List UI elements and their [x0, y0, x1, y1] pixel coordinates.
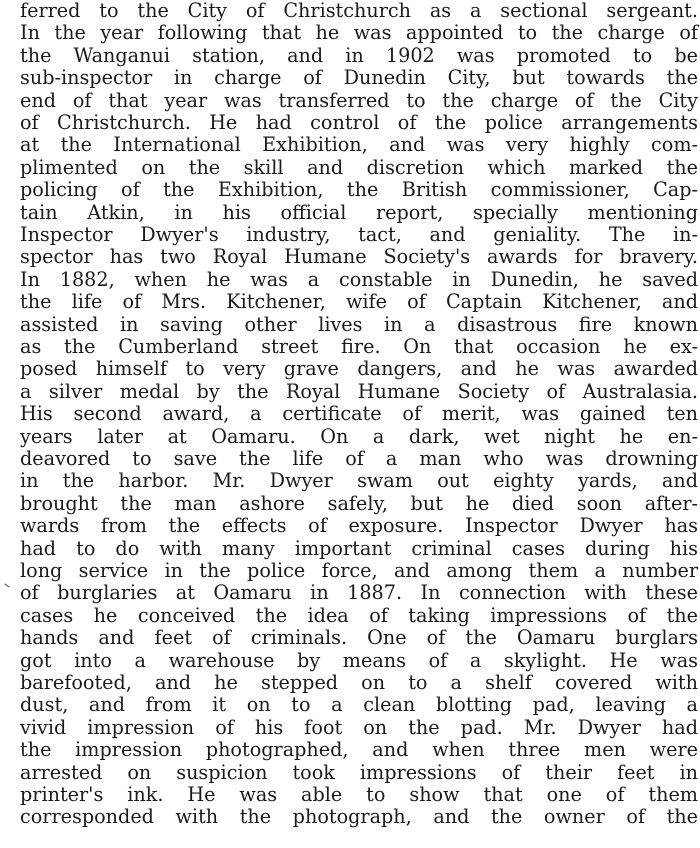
text-line: Inspector Dwyer's industry, tact, and geniality. The in- [20, 223, 698, 246]
text-line: a silver medal by the Royal Humane Society of Australasia. [20, 379, 698, 403]
stray-print-mark [4, 583, 9, 587]
text-line: had to do with many important criminal cases during his [20, 536, 698, 560]
text-line: wards from the effects of exposure. Inspector Dwyer has [20, 514, 698, 538]
text-line: vivid impression of his foot on the pad. Mr. Dwyer had [20, 715, 698, 739]
text-line: the impression photographed, and when three men were [20, 738, 698, 762]
document-page [20, 0, 698, 848]
text-line: In the year following that he was appointed to the charge of [20, 21, 698, 45]
text-line: ferred to the City of Christchurch as a sectional sergeant. [20, 0, 698, 22]
text-line: tain Atkin, in his official report, specially mentioning [20, 200, 698, 224]
text-line: barefooted, and he stepped on to a shelf covered with [20, 671, 698, 694]
text-line: arrested on suspicion took impressions of their feet in [20, 760, 698, 784]
text-line: policing of the Exhibition, the British commissioner, Cap- [20, 178, 698, 202]
text-line: of burglaries at Oamaru in 1887. In connection with these [20, 581, 698, 605]
text-line: the Wanganui station, and in 1902 was promoted to be [20, 43, 698, 67]
text-line: got into a warehouse by means of a skylight. He was [20, 648, 698, 672]
text-line: plimented on the skill and discretion which marked the [20, 155, 698, 179]
text-line: printer's ink. He was able to show that one of them [20, 783, 698, 806]
text-line: in the harbor. Mr. Dwyer swam out eighty yards, and [20, 469, 698, 493]
text-line: of Christchurch. He had control of the police arrangements [20, 111, 698, 134]
text-line: sub-inspector in charge of Dunedin City, but towards the [20, 66, 698, 90]
text-line: years later at Oamaru. On a dark, wet night he en- [20, 424, 698, 448]
text-line: brought the man ashore safely, but he died soon after- [20, 491, 698, 515]
text-line: In 1882, when he was a constable in Dunedin, he saved [20, 267, 698, 291]
text-line: dust, and from it on to a clean blotting pad, leaving a [20, 693, 698, 717]
text-line: corresponded with the photograph, and the owner of the [20, 805, 698, 829]
text-line: hands and feet of criminals. One of the Oamaru burglars [20, 626, 698, 650]
text-line: end of that year was transferred to the charge of the City [20, 88, 698, 112]
text-line: spector has two Royal Humane Society's awards for bravery. [20, 245, 698, 269]
text-line: at the International Exhibition, and was very highly com- [20, 133, 698, 157]
text-line: long service in the police force, and among them a number [20, 559, 698, 582]
text-line: the life of Mrs. Kitchener, wife of Captain Kitchener, and [20, 290, 698, 314]
text-line: His second award, a certificate of merit, was gained ten [20, 402, 698, 426]
text-line: cases he conceived the idea of taking impressions of the [20, 603, 698, 627]
text-line: deavored to save the life of a man who was drowning [20, 447, 698, 470]
text-line: posed himself to very grave dangers, and he was awarded [20, 357, 698, 381]
text-line: as the Cumberland street fire. On that occasion he ex- [20, 335, 698, 358]
text-line: assisted in saving other lives in a disastrous fire known [20, 312, 698, 336]
